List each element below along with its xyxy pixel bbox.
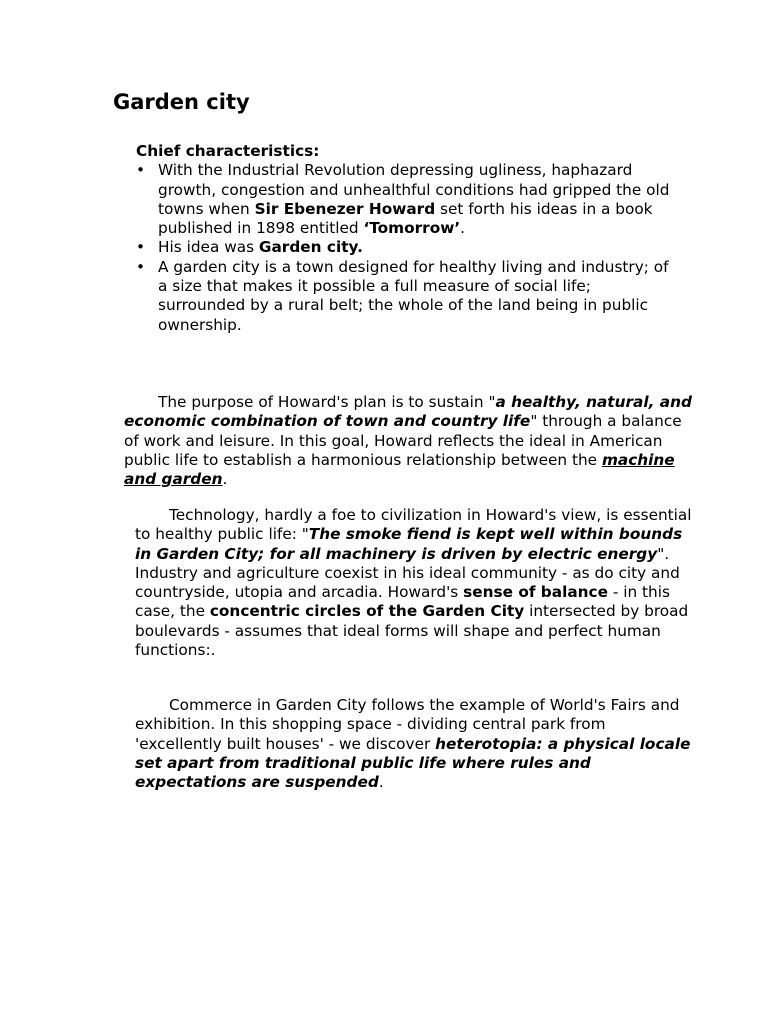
text-run: set forth his ideas in a book published in 1898 entitled	[158, 199, 653, 238]
text-run: .	[460, 219, 466, 238]
text-run: " through a balance of work and leisure. In this goal, Howard reflects the ideal in American public life to establish a harmonious relationship between the	[124, 412, 682, 469]
bold-text: ‘Tomorrow’	[363, 219, 461, 238]
paragraph-purpose	[124, 393, 696, 489]
text-run: A garden city is a town designed for healthy living and industry; of a size that makes it possible a full measure of social life; surrounded by a rural belt; the whole of the land being in public ownership.	[158, 257, 669, 334]
text-run: With the Industrial Revolution depressing ugliness, haphazard growth, congestion and unhealthful conditions had gripped the old towns when	[158, 161, 670, 218]
quote-text: The smoke fiend is kept well within bounds in Garden City; for all machinery is driven by electric energy	[135, 525, 683, 563]
quote-text: : a physical locale set apart from traditional public life where rules and expectations are suspended	[135, 734, 691, 792]
text-run: Commerce in Garden City follows the example of World's Fairs and exhibition. In this shopping space - dividing central park from 'excellently built houses' - we discover	[135, 696, 680, 753]
quote-text: heterotopia	[435, 734, 537, 753]
text-run: The purpose of Howard's plan is to sustain "	[158, 393, 496, 411]
characteristics-section	[136, 142, 696, 335]
quote-text: a healthy, natural, and economic combination of town and country life	[124, 393, 692, 431]
page-title: Garden city	[113, 90, 250, 114]
paragraph-commerce	[135, 696, 695, 792]
paragraph-technology	[135, 506, 695, 660]
text-run: Technology, hardly a foe to civilization in Howard's view, is essential to healthy public life: "	[135, 506, 692, 544]
bold-text: concentric circles of the Garden City	[209, 602, 525, 621]
text-run: - in this case, the	[135, 583, 670, 621]
text-run: His idea was	[158, 238, 259, 257]
bold-text: sense of balance	[463, 583, 608, 602]
bold-text: Sir Ebenezer Howard	[254, 199, 436, 218]
characteristics-list	[136, 161, 696, 335]
bold-text: Garden city.	[258, 238, 363, 257]
list-item	[136, 161, 678, 238]
list-item	[136, 238, 678, 257]
section-heading: Chief characteristics:	[136, 142, 320, 160]
text-run: .	[222, 470, 228, 489]
text-run: .	[378, 773, 384, 792]
list-item	[136, 258, 678, 335]
text-run: intersected by broad boulevards - assumes that ideal forms will shape and perfect human functions:.	[135, 602, 689, 660]
text-run: ". Industry and agriculture coexist in his ideal community - as do city and countryside, utopia and arcadia. Howard's	[135, 544, 680, 602]
quote-text: machine and garden	[124, 450, 675, 489]
